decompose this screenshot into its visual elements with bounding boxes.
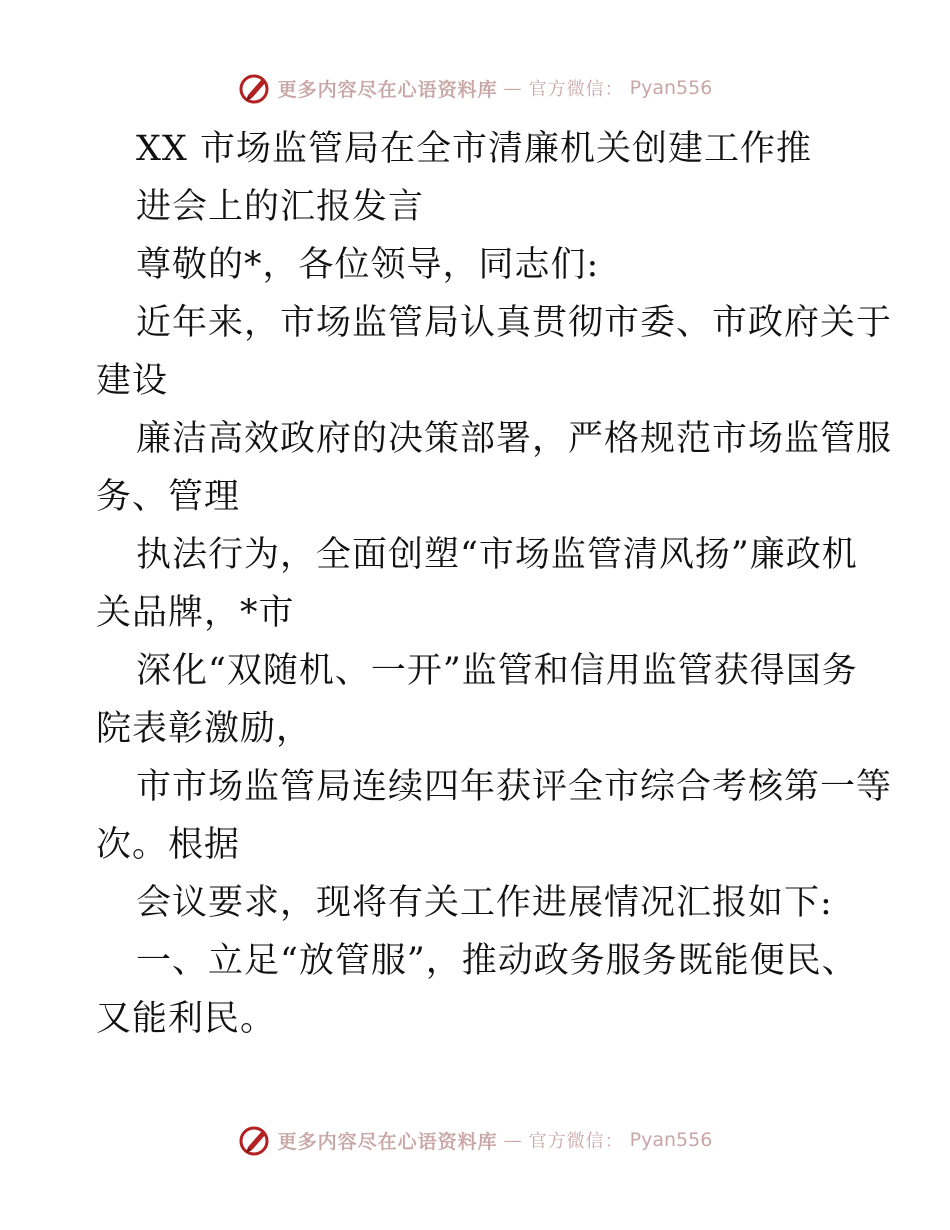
paragraph-line: 执法行为，全面创塑“市场监管清风扬”廉政机 — [136, 535, 858, 575]
pen-logo-icon — [238, 1123, 272, 1157]
watermark-dash: — — [503, 77, 523, 99]
watermark-text-library: 更多内容尽在心语资料库 — [277, 78, 498, 101]
title-line-2: 进会上的汇报发言 — [136, 187, 425, 227]
watermark-dash: — — [503, 1129, 523, 1151]
paragraph-line: 建设 — [96, 361, 169, 401]
paragraph-line: 关品牌，*市 — [96, 593, 295, 633]
watermark-text-wechat: 官方微信： — [528, 1131, 624, 1152]
watermark-text-id: Pyan556 — [629, 1129, 713, 1151]
title-line-1: XX 市场监管局在全市清廉机关创建工作推 — [136, 129, 812, 169]
section-heading-line: 又能利民。 — [96, 999, 277, 1039]
paragraph-line: 市市场监管局连续四年获评全市综合考核第一等 — [136, 767, 893, 807]
paragraph-line: 务、管理 — [96, 477, 241, 517]
paragraph-line: 深化“双随机、一开”监管和信用监管获得国务 — [136, 651, 858, 691]
paragraph-line: 会议要求，现将有关工作进展情况汇报如下: — [136, 883, 833, 923]
paragraph-line: 廉洁高效政府的决策部署，严格规范市场监管服 — [136, 419, 893, 459]
document-body — [96, 120, 893, 1048]
watermark-text-wechat: 官方微信： — [528, 79, 624, 100]
pen-logo-icon — [238, 71, 272, 105]
section-heading-line: 一、立足“放管服”，推动政务服务既能便民、 — [136, 941, 858, 981]
paragraph-line: 近年来，市场监管局认真贯彻市委、市政府关于 — [136, 303, 893, 343]
watermark-text-library: 更多内容尽在心语资料库 — [277, 1130, 498, 1153]
header-watermark — [0, 68, 950, 108]
paragraph-line: 次。根据 — [96, 825, 241, 865]
footer-watermark — [0, 1120, 950, 1160]
salutation: 尊敬的*，各位领导，同志们: — [136, 245, 600, 285]
watermark-text-id: Pyan556 — [629, 77, 713, 99]
paragraph-line: 院表彰激励， — [96, 709, 313, 749]
